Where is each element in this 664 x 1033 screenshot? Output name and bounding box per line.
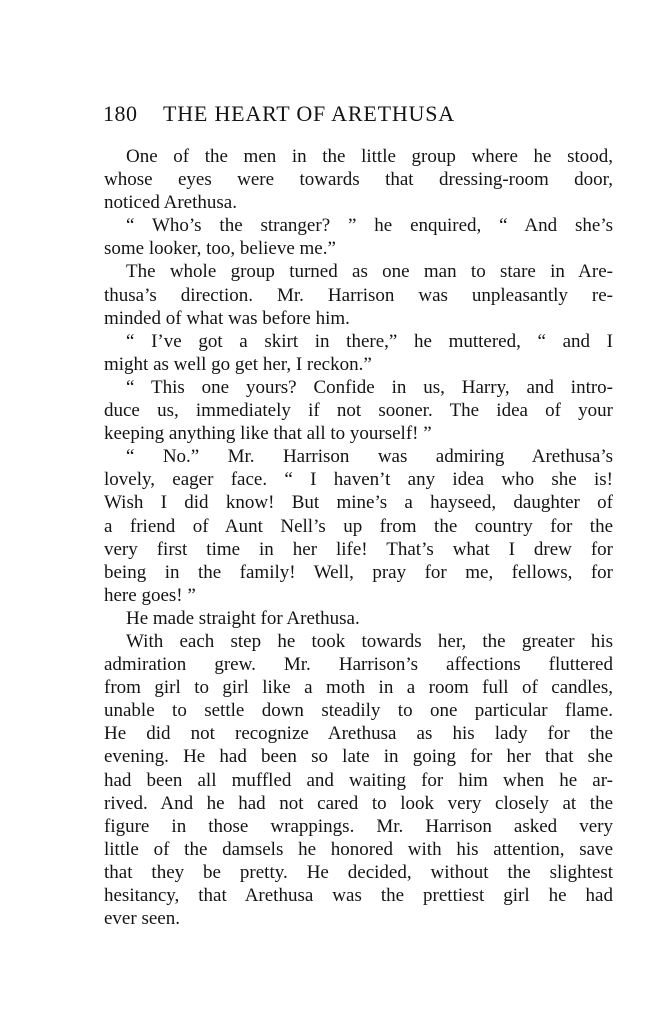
text-line: minded of what was before him. <box>104 307 350 329</box>
text-line: duce us, immediately if not sooner. The idea of your <box>104 400 613 422</box>
text-line: from girl to girl like a moth in a room full of candles, <box>104 677 613 699</box>
text-line: “ This one yours? Confide in us, Harry, and intro- <box>126 376 613 398</box>
text-line: whose eyes were towards that dressing-room door, <box>104 169 613 191</box>
text-line: ever seen. <box>104 908 180 930</box>
running-header <box>103 101 533 131</box>
running-title: THE HEART OF ARETHUSA <box>163 101 455 126</box>
text-line: He made straight for Arethusa. <box>126 607 360 629</box>
text-line: lovely, eager face. “ I haven’t any idea who she is! <box>104 469 613 491</box>
text-line: that they be pretty. He decided, without the slightest <box>104 861 613 883</box>
text-line: figure in those wrappings. Mr. Harrison asked very <box>104 815 613 837</box>
text-line: Wish I did know! But mine’s a hayseed, daughter of <box>104 492 613 514</box>
text-line: noticed Arethusa. <box>104 192 237 214</box>
text-line: He did not recognize Arethusa as his lady for the <box>104 723 613 745</box>
text-line: “ I’ve got a skirt in there,” he muttered, “ and I <box>126 330 613 352</box>
text-line: “ No.” Mr. Harrison was admiring Arethusa’s <box>126 446 613 468</box>
text-line: had been all muffled and waiting for him when he ar- <box>104 769 613 791</box>
text-line: admiration grew. Mr. Harrison’s affections fluttered <box>104 654 613 676</box>
text-line: “ Who’s the stranger? ” he enquired, “ And she’s <box>126 215 613 237</box>
text-line: The whole group turned as one man to stare in Are- <box>126 261 613 283</box>
text-line: rived. And he had not cared to look very closely at the <box>104 792 613 814</box>
text-line: a friend of Aunt Nell’s up from the country for the <box>104 515 613 537</box>
text-line: might as well go get her, I reckon.” <box>104 353 372 375</box>
body-text <box>104 145 613 930</box>
text-line: thusa’s direction. Mr. Harrison was unpleasantly re- <box>104 284 613 306</box>
text-line: being in the family! Well, pray for me, fellows, for <box>104 561 613 583</box>
text-line: unable to settle down steadily to one particular flame. <box>104 700 613 722</box>
text-line: With each step he took towards her, the greater his <box>126 630 613 652</box>
text-line: keeping anything like that all to yourself! ” <box>104 423 432 445</box>
text-line: here goes! ” <box>104 584 196 606</box>
text-line: some looker, too, believe me.” <box>104 238 336 260</box>
text-line: One of the men in the little group where he stood, <box>126 146 613 167</box>
text-line: evening. He had been so late in going for her that she <box>104 746 613 768</box>
page-number: 180 <box>103 101 138 126</box>
text-line: little of the damsels he honored with his attention, save <box>104 838 613 860</box>
text-line: very first time in her life! That’s what I drew for <box>104 538 613 560</box>
text-line: hesitancy, that Arethusa was the prettiest girl he had <box>104 885 613 906</box>
